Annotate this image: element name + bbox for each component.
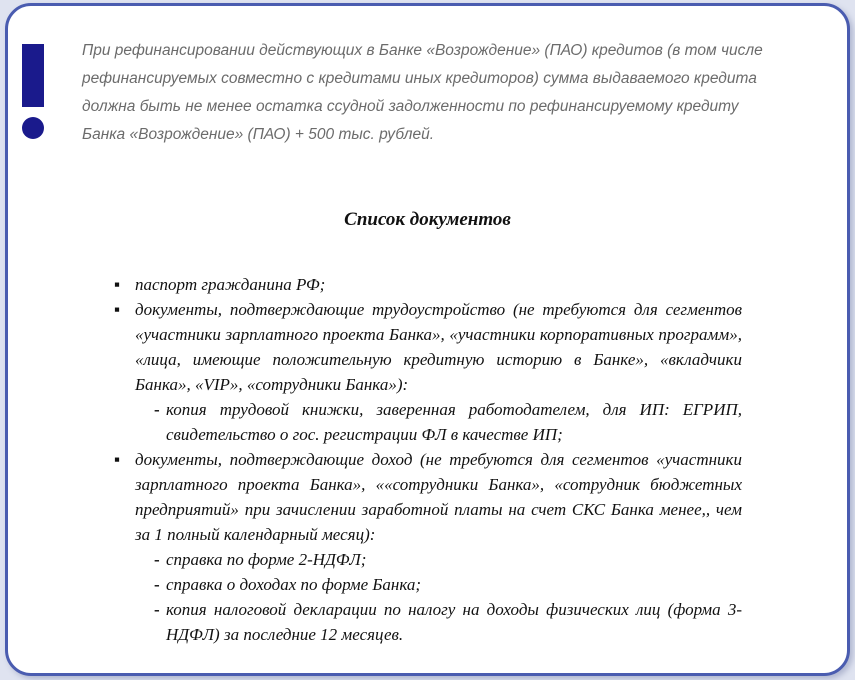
document-item-text: документы, подтверждающие доход (не требуются для сегментов «участники зарплатного проекта Банка», ««сотрудники Банка», «сотрудник бюджетных предприятий» при зачислении заработной платы на счет СКС Банка менее,, чем за 1 полный календарный месяц):: [135, 450, 742, 544]
income-sublist: [135, 547, 742, 647]
sub-item-bank-form: - справка о доходах по форме Банка;: [135, 572, 742, 597]
document-item-employment: [114, 297, 742, 447]
refinancing-notice: При рефинансировании действующих в Банке «Возрождение» (ПАО) кредитов (в том числе рефинансируемых совместно с кредитами иных кредиторов) сумма выдаваемого кредита должна быть не менее остатка ссудной задолженности по рефинансируемому кредиту Банка «Возрождение» (ПАО) + 500 тыс. рублей.: [82, 42, 763, 143]
documents-list: [114, 272, 742, 647]
documents-title: Список документов: [344, 209, 511, 230]
document-item-text: документы, подтверждающие трудоустройство (не требуются для сегментов «участники зарплатного проекта Банка», «участники корпоративных программ», «лица, имеющие положительную кредитную историю в Банке», «вкладчики Банка», «VIP», «сотрудники Банка»):: [135, 300, 742, 394]
document-item-passport: [114, 272, 742, 297]
exclamation-dot-icon: [22, 117, 44, 139]
employment-sublist: [135, 397, 742, 447]
sub-item-work-book: - копия трудовой книжки, заверенная работодателем, для ИП: ЕГРИП, свидетельство о гос. регистрации ФЛ в качестве ИП;: [135, 397, 742, 447]
sub-item-3ndfl: - копия налоговой декларации по налогу на доходы физических лиц (форма 3-НДФЛ) за последние 12 месяцев.: [135, 597, 742, 647]
exclamation-icon: [22, 44, 44, 107]
document-item-income: [114, 447, 742, 647]
sub-item-2ndfl: - справка по форме 2-НДФЛ;: [135, 547, 742, 572]
document-item-text: паспорт гражданина РФ;: [135, 275, 326, 294]
